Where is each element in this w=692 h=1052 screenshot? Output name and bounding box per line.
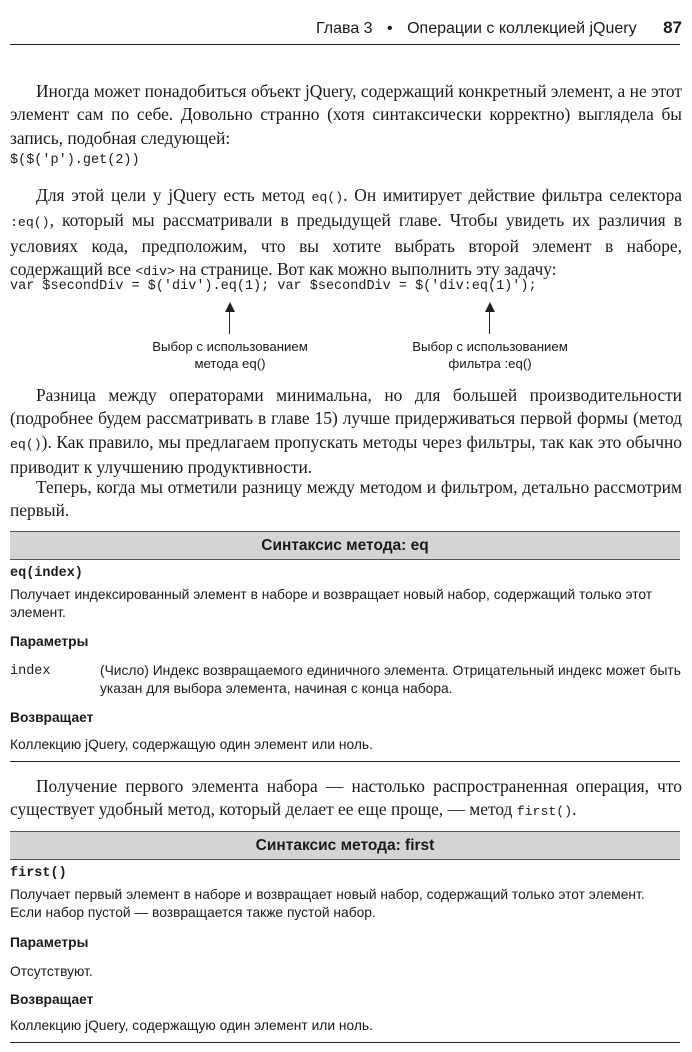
first-returns-heading: Возвращает	[10, 992, 94, 1007]
p5-code-first: first()	[516, 804, 573, 820]
eq-box-bottom-rule	[10, 761, 680, 762]
eq-param-desc: (Число) Индекс возвращаемого единичного элемента. Отрицательный индекс может быть указан для выбора элемента, начиная с конца набора.	[100, 663, 681, 696]
first-description: Получает первый элемент в наборе и возвращает новый набор, содержащий только этот элемент. Если набор пустой — возвращается также пустой набор.	[10, 887, 645, 920]
eq-param-name: index	[10, 664, 51, 679]
arrow-shaft-right	[489, 310, 490, 334]
header-bullet: •	[387, 20, 393, 37]
p2-text-4: на странице. Вот как можно выполнить эту задачу:	[174, 259, 557, 280]
first-signature: first()	[10, 866, 67, 881]
eq-returns-heading: Возвращает	[10, 710, 94, 725]
eq-params-heading: Параметры	[10, 634, 89, 649]
p2-text-2: . Он имитирует действие фильтра селектора	[343, 185, 682, 205]
syntax-box-first-title: Синтаксис метода: first	[10, 831, 680, 860]
syntax-box-eq-title: Синтаксис метода: eq	[10, 531, 680, 560]
first-params-heading: Параметры	[10, 935, 89, 950]
first-params-text: Отсутствуют.	[10, 964, 93, 979]
arrow-up-icon-left	[225, 302, 235, 312]
arrow-shaft-left	[229, 310, 230, 334]
code-line-2: var $secondDiv = $('div').eq(1); var $secondDiv = $('div:eq(1)');	[10, 279, 537, 294]
eq-returns: Коллекцию jQuery, содержащую один элемент или ноль.	[10, 737, 373, 752]
p2-code-div: <div>	[135, 264, 175, 280]
code-line-1: $($('p').get(2))	[10, 153, 140, 168]
first-box-bottom-rule	[10, 1042, 680, 1043]
chapter-label: Глава 3	[316, 20, 373, 37]
p3-code-eq: eq()	[10, 436, 42, 452]
eq-description: Получает индексированный элемент в наборе и возвращает новый набор, содержащий только этот элемент.	[10, 587, 653, 620]
eq-signature: eq(index)	[10, 566, 83, 581]
header-rule	[10, 44, 680, 45]
caption-left-line-1: Выбор с использованием	[152, 339, 308, 354]
p2-text-3: , который мы рассматривали в предыдущей главе. Чтобы увидеть их различия в условиях кода, предположим, что вы хотите выбрать второй элемент в наборе, содержащий все	[10, 210, 682, 280]
paragraph-4: Теперь, когда мы отметили разницу между методом и фильтром, детально рассмотрим первый.	[10, 477, 682, 521]
arrow-up-icon-right	[485, 302, 495, 312]
caption-right-line-1: Выбор с использованием	[412, 339, 568, 354]
caption-right	[390, 338, 590, 372]
caption-right-line-2: фильтра :eq()	[448, 356, 532, 371]
p3-text-1: Разница между операторами минимальна, но для большей производительности (подробнее будем рассматривать в главе 15) лучше придерживаться первой формы (метод	[10, 385, 682, 429]
paragraph-5	[10, 775, 682, 824]
p5-text-1: Получение первого элемента набора — настолько распространенная операция, что существует удобный метод, который делает ее еще проще, — метод	[10, 776, 682, 820]
caption-left	[130, 338, 330, 372]
page-number: 87	[663, 18, 682, 37]
p3-text-2: ). Как правило, мы предлагаем пропускать методы через фильтры, так как это обычно приводит к улучшению продуктивности.	[10, 431, 682, 478]
p5-text-2: .	[572, 799, 577, 820]
running-header	[316, 18, 682, 38]
paragraph-2	[10, 184, 682, 284]
p2-code-eq: eq()	[311, 190, 344, 205]
paragraph-1: Иногда может понадобиться объект jQuery, содержащий конкретный элемент, а не этот элемент сам по себе. Довольно странно (хотя синтаксически корректно) выглядела бы запись, подобная следующей:	[10, 81, 682, 148]
chapter-title: Операции с коллекцией jQuery	[407, 20, 637, 37]
paragraph-3	[10, 384, 682, 480]
p2-code-eq-filter: :eq()	[10, 215, 50, 231]
caption-left-line-2: метода eq()	[194, 356, 266, 371]
first-returns: Коллекцию jQuery, содержащую один элемент или ноль.	[10, 1018, 373, 1033]
p2-text-1: Для этой цели у jQuery есть метод	[36, 185, 312, 205]
